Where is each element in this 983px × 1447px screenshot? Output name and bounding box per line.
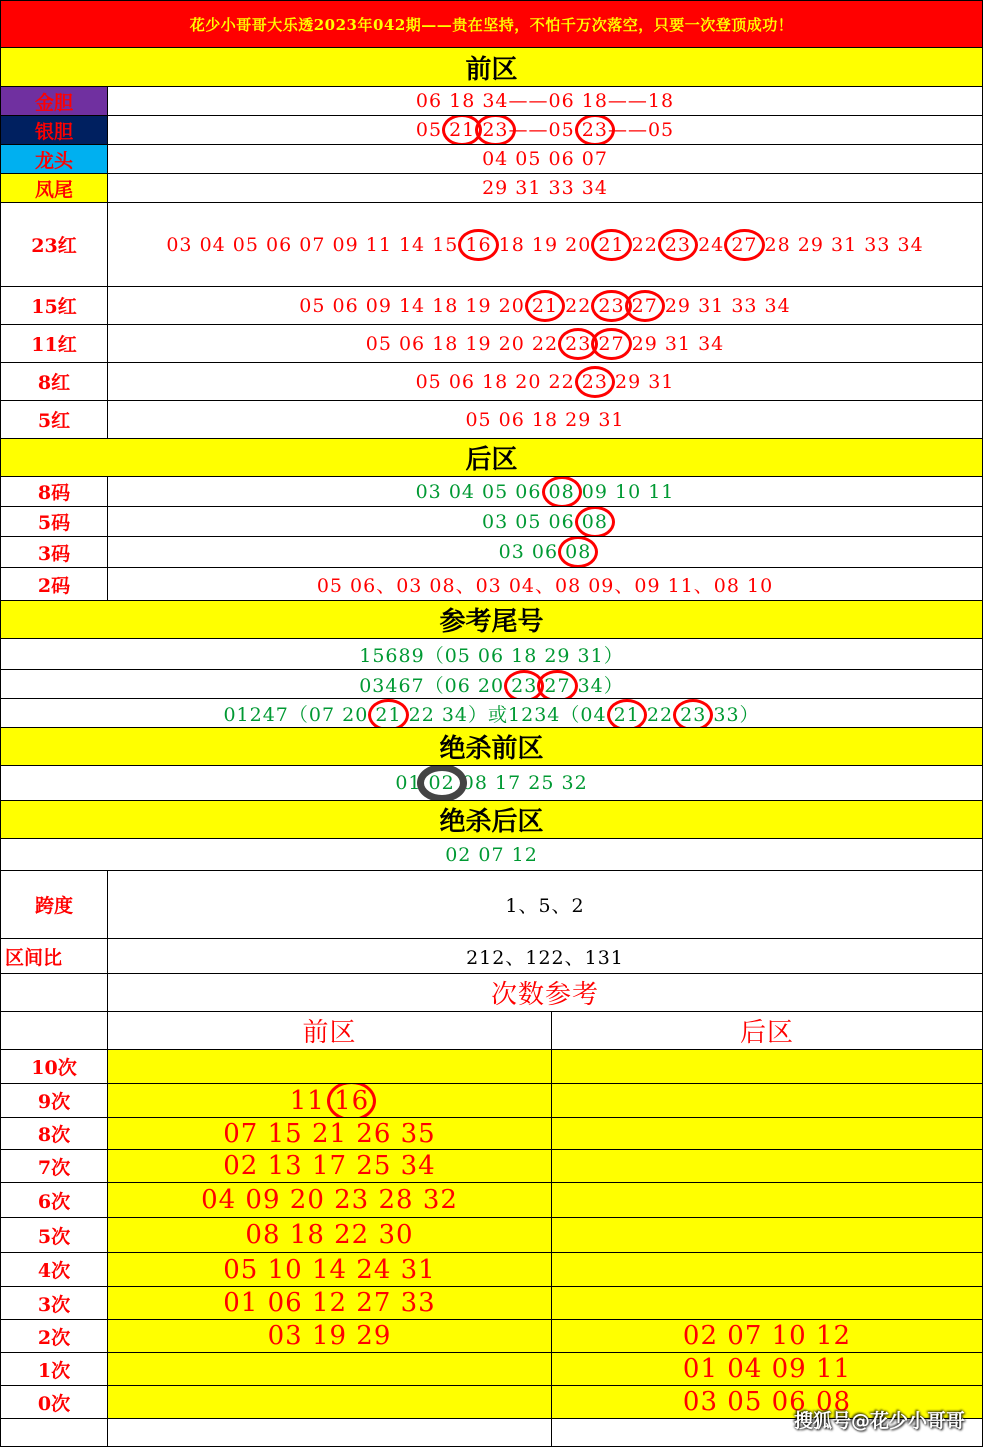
front-row-label: 5红 (1, 401, 108, 439)
count-front-values: 07 15 21 26 35 (108, 1118, 552, 1150)
back-row-values: 05 06、03 08、03 04、08 09、09 11、08 10 (108, 568, 983, 601)
circled-number: 21 (531, 294, 559, 317)
back-row-label: 5码 (1, 507, 108, 537)
circled-number: 21 (598, 233, 625, 256)
count-back-values (552, 1253, 983, 1287)
tail-row: 01247（07 20 21 22 34）或1234（04 21 22 23 33） (1, 699, 983, 728)
count-row-label: 10次 (1, 1050, 108, 1084)
front-row-values: 03 04 05 06 07 09 11 14 15 16 18 19 20 21 22 23 24 27 28 29 31 33 34 (108, 203, 983, 287)
circled-number: 23 (664, 233, 692, 256)
count-front-values: 04 09 20 23 28 32 (108, 1183, 552, 1218)
count-back-values (552, 1150, 983, 1183)
count-row-label: 3次 (1, 1287, 108, 1320)
front-row-label: 23红 (1, 203, 108, 287)
circled-number: 23 (680, 703, 707, 726)
count-row-label: 5次 (1, 1218, 108, 1253)
count-row-label: 9次 (1, 1084, 108, 1118)
count-front-values (108, 1050, 552, 1084)
count-front-values: 01 06 12 27 33 (108, 1287, 552, 1320)
count-row-label: 1次 (1, 1353, 108, 1386)
blank-cell (1, 974, 108, 1012)
tail-row: 15689（05 06 18 29 31） (1, 639, 983, 670)
back-row-label: 8码 (1, 477, 108, 507)
front-row-values: 05 06 18 20 22 23 29 31 (108, 363, 983, 401)
front-row-label: 15红 (1, 287, 108, 325)
circled-number: 21 (375, 703, 402, 726)
blank-cell (108, 1419, 552, 1447)
back-row-label: 2码 (1, 568, 108, 601)
circled-number: 08 (581, 510, 608, 533)
back-row-values: 03 04 05 06 08 09 10 11 (108, 477, 983, 507)
circled-number: 23 (511, 674, 538, 697)
blank-cell (1, 1012, 108, 1050)
kill-front-values: 01 02 08 17 25 32 (1, 766, 983, 801)
count-back-values (552, 1050, 983, 1084)
span-label: 跨度 (1, 871, 108, 939)
circled-number: 27 (544, 674, 571, 697)
page-title: 花少小哥哥大乐透2023年042期——贵在坚持，不怕千万次落空，只要一次登顶成功！ (1, 1, 983, 48)
front-row-values: 05 06 09 14 18 19 20 21 22 23 27 29 31 33 34 (108, 287, 983, 325)
count-col-front: 前区 (108, 1012, 552, 1050)
circled-number: 23 (482, 119, 509, 141)
circled-number: 08 (565, 541, 592, 563)
count-back-values (552, 1218, 983, 1253)
circled-number: 21 (613, 703, 640, 726)
tail-row: 03467（06 20 23 27 34） (1, 670, 983, 699)
watermark: 搜狐号@花少小哥哥 (793, 1410, 965, 1432)
front-row-values: 05 06 18 19 20 22 23 27 29 31 34 (108, 325, 983, 363)
count-row-label: 6次 (1, 1183, 108, 1218)
front-row-values: 06 18 34——06 18——18 (108, 87, 983, 116)
section-back-header: 后区 (1, 439, 983, 477)
circled-number: 16 (334, 1085, 370, 1116)
count-front-values: 02 13 17 25 34 (108, 1150, 552, 1183)
count-row-label: 7次 (1, 1150, 108, 1183)
blank-cell (1, 1419, 108, 1447)
count-ref-header: 次数参考 (108, 974, 983, 1012)
front-row-label: 龙头 (1, 145, 108, 174)
circled-number: 23 (598, 294, 625, 317)
count-back-values (552, 1287, 983, 1320)
count-row-label: 4次 (1, 1253, 108, 1287)
count-back-values (552, 1118, 983, 1150)
section-kill-front-header: 绝杀前区 (1, 728, 983, 766)
kill-back-values: 02 07 12 (1, 839, 983, 871)
back-row-label: 3码 (1, 537, 108, 568)
count-front-values: 08 18 22 30 (108, 1218, 552, 1253)
count-back-values: 03 05 06 08 (552, 1386, 983, 1419)
front-row-values: 05 06 18 29 31 (108, 401, 983, 439)
count-front-values: 11 16 (108, 1084, 552, 1118)
ratio-values: 212、122、131 (108, 939, 983, 974)
count-back-values: 01 04 09 11 (552, 1353, 983, 1386)
circled-number: 21 (449, 119, 476, 141)
count-col-back: 后区 (552, 1012, 983, 1050)
span-values: 1、5、2 (108, 871, 983, 939)
circled-number: 27 (631, 294, 658, 317)
front-row-label: 11红 (1, 325, 108, 363)
count-front-values (108, 1353, 552, 1386)
circled-number: 23 (581, 370, 608, 393)
count-back-values: 02 07 10 12 (552, 1320, 983, 1353)
circled-number: 23 (581, 119, 608, 141)
back-row-values: 03 06 08 (108, 537, 983, 568)
front-row-values: 04 05 06 07 (108, 145, 983, 174)
count-front-values: 03 19 29 (108, 1320, 552, 1353)
circled-number: 08 (548, 480, 575, 503)
count-row-label: 2次 (1, 1320, 108, 1353)
front-row-values: 29 31 33 34 (108, 174, 983, 203)
front-row-label: 凤尾 (1, 174, 108, 203)
section-tail-header: 参考尾号 (1, 601, 983, 639)
count-back-values (552, 1084, 983, 1118)
front-row-values: 05 21 23——05 23——05 (108, 116, 983, 145)
count-row-label: 0次 (1, 1386, 108, 1419)
count-row-label: 8次 (1, 1118, 108, 1150)
back-row-values: 03 05 06 08 (108, 507, 983, 537)
ratio-label: 区间比 (1, 939, 108, 974)
count-back-values (552, 1183, 983, 1218)
front-row-label: 银胆 (1, 116, 108, 145)
circled-number: 27 (598, 332, 625, 355)
circled-number: 27 (731, 233, 758, 256)
circled-number: 16 (465, 233, 492, 256)
section-kill-back-header: 绝杀后区 (1, 801, 983, 839)
count-front-values: 05 10 14 24 31 (108, 1253, 552, 1287)
section-front-header: 前区 (1, 48, 983, 87)
circled-number: 02 (428, 772, 455, 794)
circled-number: 23 (565, 332, 592, 355)
front-row-label: 金胆 (1, 87, 108, 116)
count-front-values (108, 1386, 552, 1419)
front-row-label: 8红 (1, 363, 108, 401)
